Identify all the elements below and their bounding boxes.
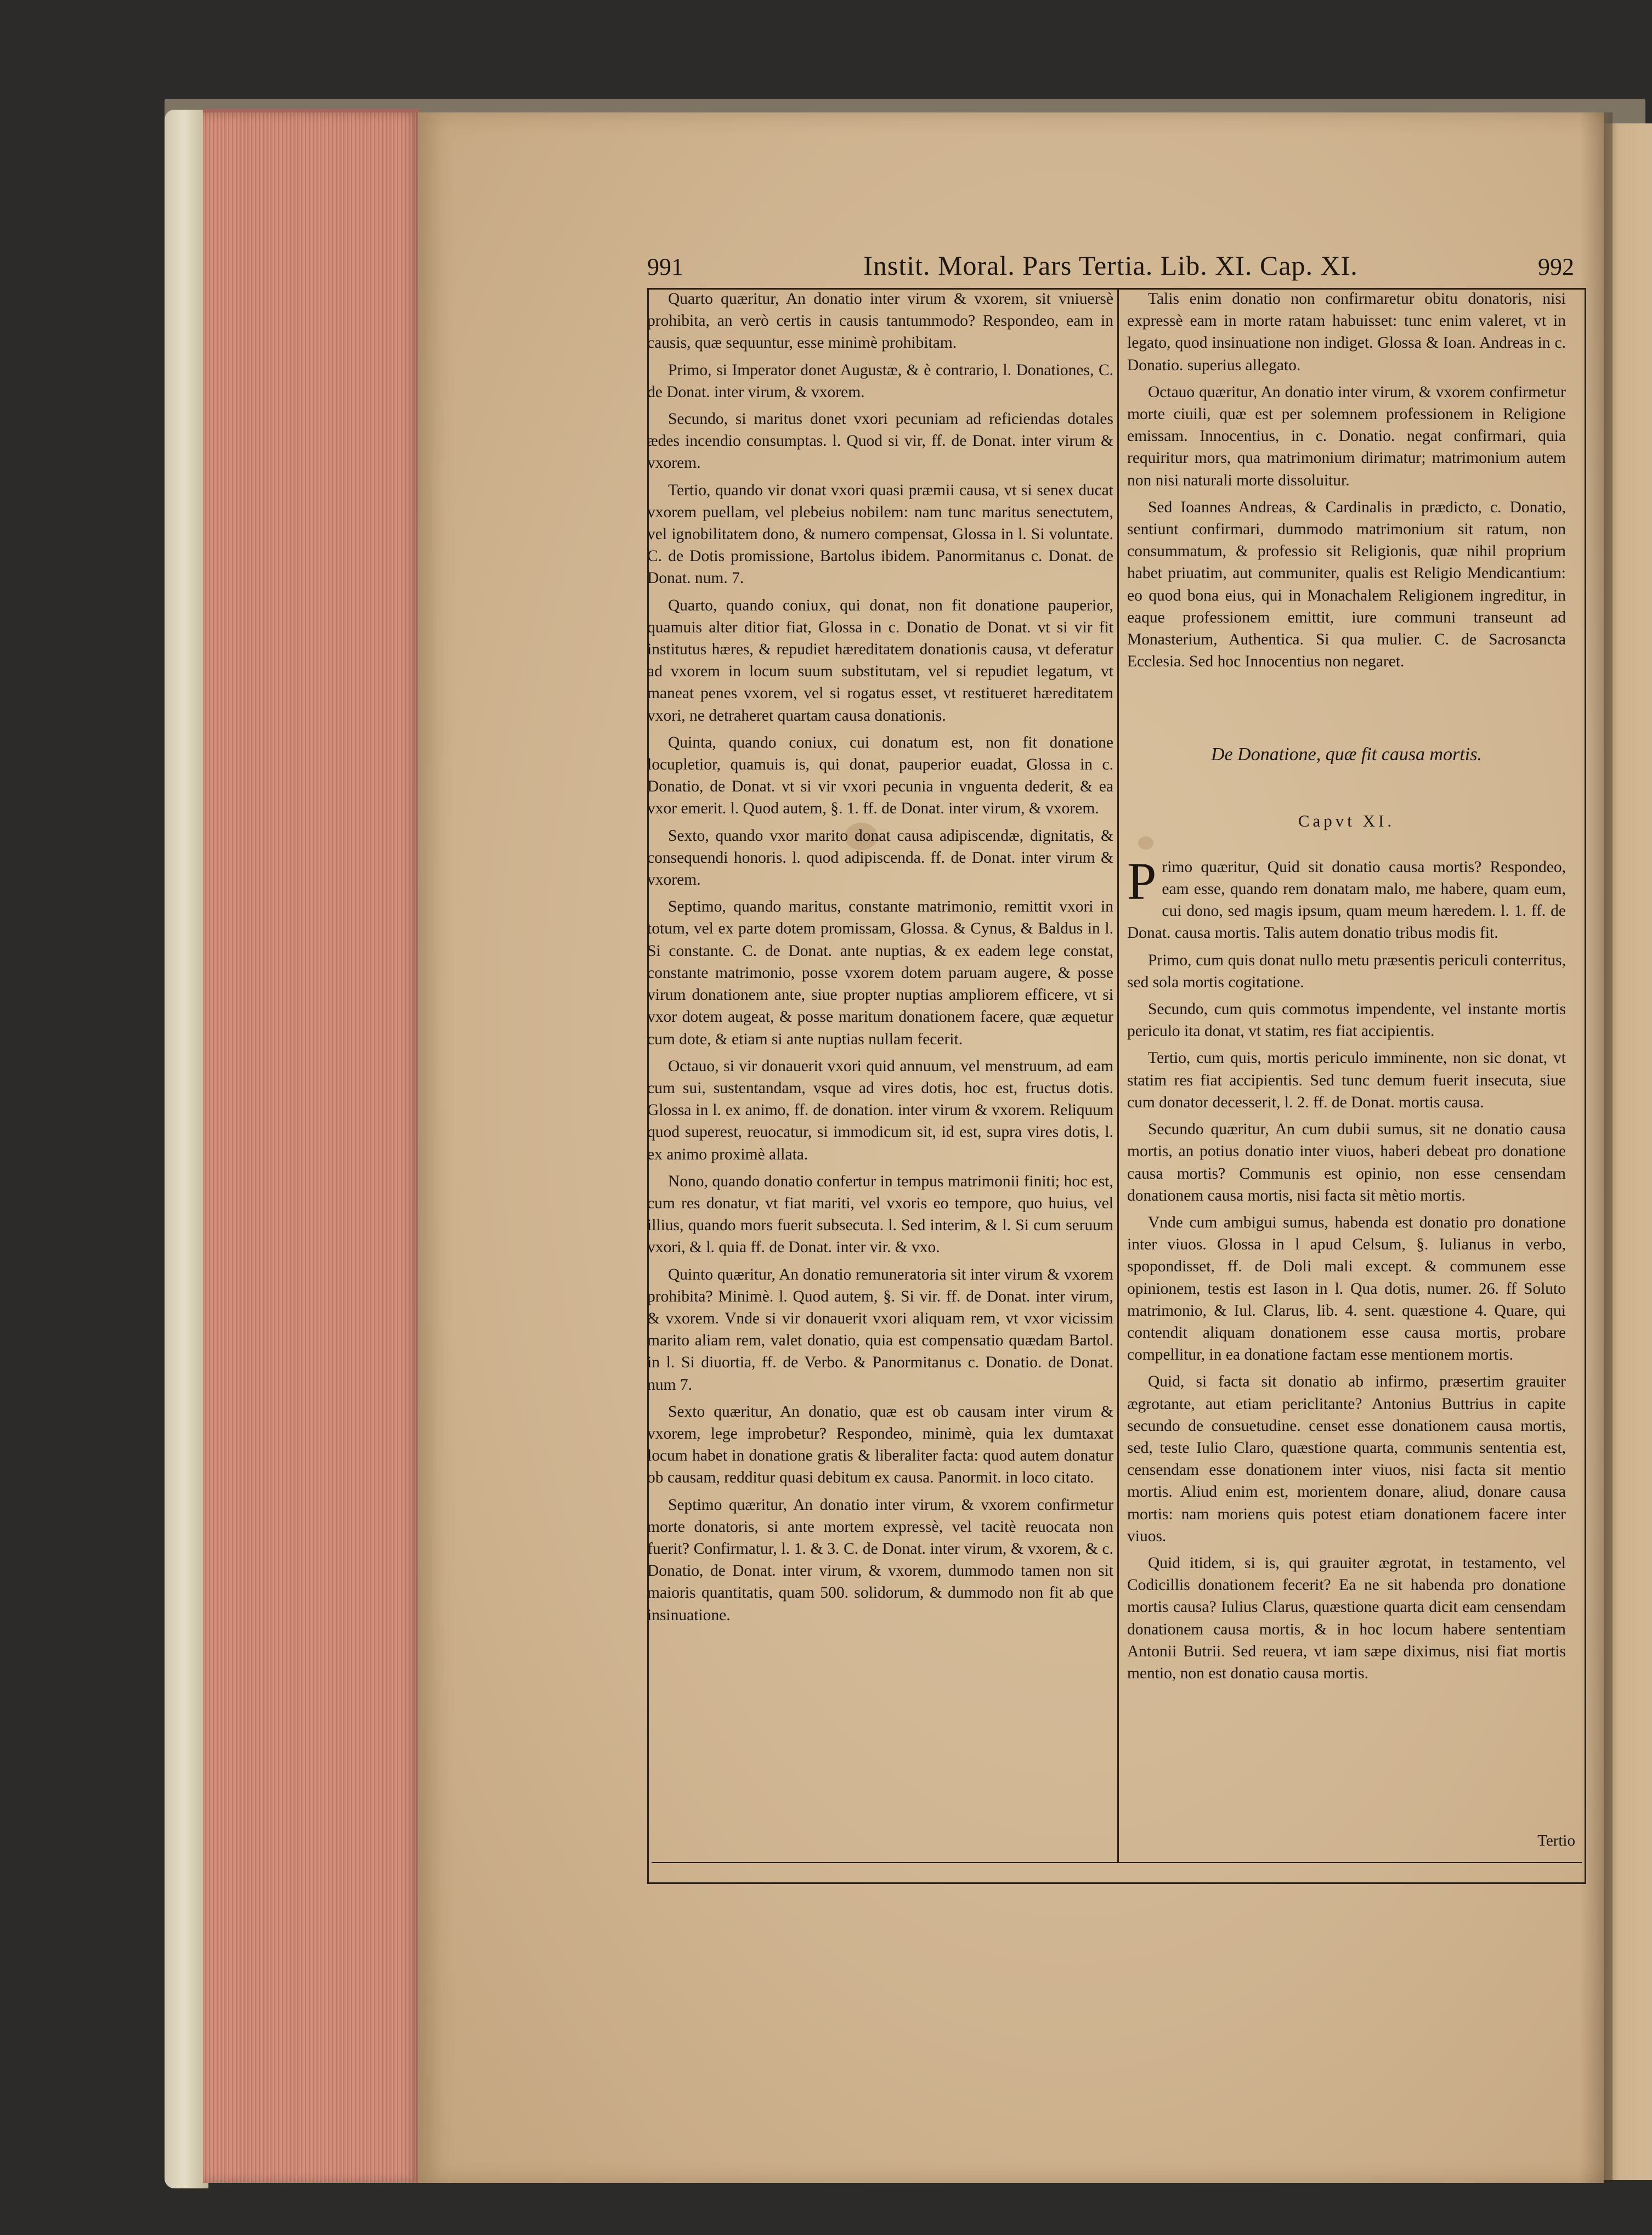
paragraph: Secundo, cum quis commotus impendente, vel instante mortis periculo ita donat, vt statim, res fiat accipientis.: [1127, 1000, 1566, 1040]
catchword: Tertio: [1537, 1832, 1575, 1849]
drop-cap-initial: P: [1127, 851, 1157, 910]
paragraph: Octauo, si vir donauerit vxori quid annuum, vel menstruum, ad eam cum sui, sustentandam, vsque ad vires dotis, hoc est, fructus dotis. Glossa in l. ex animo, ff. de donation. inter virum & vxorem. Reliquum quod superest, reuocatur, si immodicum sit, id est, supra vires dotis, l. ex animo proximè allata.: [647, 1057, 1113, 1163]
paragraph: Talis enim donatio non confirmaretur obitu donatoris, nisi expressè eam in morte ratam habuisset: tunc enim valeret, vt in legato, quod insinuatione non indiget. Glossa & Ioan. Andreas in c. Donatio. superius allegato.: [1127, 290, 1566, 374]
chapter-heading: Capvt XI.: [1298, 811, 1395, 830]
running-head: [647, 250, 1574, 288]
paragraph: Quinto quæritur, An donatio remuneratoria sit inter virum & vxorem prohibita? Minimè. l. Quod autem, §. Si vir. ff. de Donat. inter virum, & vxorem. Vnde si vir donauerit vxori aliquam rem, vt vxor vicissim marito aliam rem, valet donatio, quia est compensatio quædam Bartol. in l. Si diuortia, ff. de Verbo. & Panormitanus c. Donatio. de Donat. num 7.: [647, 1265, 1113, 1394]
paragraph: Sexto, quando vxor marito donat causa adipiscendæ, dignitatis, & consequendi honoris. l. quod adipiscenda. ff. de Donat. inter virum & vxorem.: [647, 827, 1113, 889]
paragraph: Octauo quæritur, An donatio inter virum, & vxorem confirmetur morte ciuili, quæ est per solemnem professionem in Religione emissam. Innocentius, in c. Donatio. negat confirmari, quia requiritur mors, qua matrimonium dirimatur; matrimonium autem non nisi naturali morte dissoluitur.: [1127, 383, 1566, 489]
paragraph: Vnde cum ambigui sumus, habenda est donatio pro donatione inter viuos. Glossa in l apud Celsum, §. Iulianus in verbo, spopondisset, ff. de Doli mali except. & communem esse opinionem, testis est Iason in l. Qua dotis, numer. 26. ff Soluto matrimonio, & Iul. Clarus, lib. 4. sent. quæstione 4. Quare, qui contendit aliquam donationem esse causa mortis, probare compellitur, in ea donatione factam esse mentionem mortis.: [1127, 1213, 1566, 1364]
right-column: [1127, 288, 1566, 1689]
page-number-left: 991: [647, 253, 683, 280]
opening-text: rimo quæritur, Quid sit donatio causa mortis? Respondeo, eam esse, quando rem donatam malo, me habere, quam eum, cui dono, sed magis ipsum, quam meum hæredem. l. 1. ff. de Donat. causa mortis. Talis autem donatio tribus modis fit.: [1127, 858, 1566, 942]
frame-bottom-rule: [652, 1862, 1582, 1863]
column-rule: [1117, 288, 1119, 1862]
left-column: [647, 288, 1113, 1631]
paragraph: Quid, si facta sit donatio ab infirmo, præsertim grauiter ægrotante, aut etiam periclitante? Antonius Buttrius in capite secundo de consuetudine. censet esse donationem causa mortis, sed, teste Iulio Claro, quæstione quarta, communis sententia est, censendam esse donationem inter viuos, nisi facta sit mentio mortis. Aliud enim est, morientem donare, aliud, donare causa mortis: nam moriens quis potest etiam donationem facere inter viuos.: [1127, 1373, 1566, 1545]
paragraph: Septimo quæritur, An donatio inter virum, & vxorem confirmetur morte donatoris, si ante mortem expressè, vel tacitè reuocata non fuerit? Confirmatur, l. 1. & 3. C. de Donat. inter virum, & vxorem, & c. Donatio, de Donat. inter virum, & vxorem, dummodo tamen non sit maioris quantitatis, quam 500. solidorum, & dummodo non fit ab que insinuatione.: [647, 1496, 1113, 1624]
paragraph: Tertio, cum quis, mortis periculo imminente, non sic donat, vt statim res fiat accipientis. Sed tunc demum fuerit insecuta, siue cum donator decesserit, l. 2. ff. de Donat. mortis causa.: [1127, 1049, 1566, 1111]
section-title: De Donatione, quæ fit causa mortis.: [1211, 744, 1482, 765]
page-block-edge: [203, 112, 420, 2183]
paragraph: Septimo, quando maritus, constante matrimonio, remittit vxori in totum, vel ex parte dotem promissam, Glossa. & Cynus, & Baldus in l. Si constante. C. de Donat. ante nuptias, & ex eadem lege constat, constante matrimonio, posse vxorem dotem paruam augere, & posse virum donationem ante, siue propter nuptias ampliorem efficere, vt si vxor dotem augeat, & posse maritum donationem facere, quæ æquetur cum dote, & etiam si ante nuptias nullam fecerit.: [647, 898, 1113, 1048]
running-title: Instit. Moral. Pars Tertia. Lib. XI. Cap. XI.: [863, 250, 1358, 281]
paragraph: Secundo quæritur, An cum dubii sumus, sit ne donatio causa mortis, an potius donatio inter viuos, haberi debeat pro donatione causa mortis? Communis est opinio, non esse censendam donationem causa mortis, nisi facta sit mètio mortis.: [1127, 1121, 1566, 1204]
paragraph: Primo, cum quis donat nullo metu præsentis periculi conterritus, sed sola mortis cogitatione.: [1127, 951, 1566, 991]
paragraph: Quarto, quando coniux, qui donat, non fit donatione pauperior, quamuis alter ditior fiat, Glossa in c. Donatio de Donat. vt si vir fit institutus hæres, & repudiet hæreditatem donationis causa, vt deferatur ad vxorem in locum suum substitutam, vel si repudiet legatum, vt maneat penes vxorem, vel si rogatus esset, vt restitueret hæreditatem vxori, ne detraheret quartam causa donationis.: [647, 596, 1113, 725]
paragraph: Sexto quæritur, An donatio, quæ est ob causam inter virum & vxorem, lege improbetur? Respondeo, minimè, quia lex dumtaxat locum habet in donatione gratis & liberaliter facta: quod autem donatur ob causam, redditur quasi debitum ex causa. Panormit. in loco citato.: [647, 1402, 1113, 1487]
paragraph: Quinta, quando coniux, cui donatum est, non fit donatione locupletior, quamuis is, qui donat, pauperior euadat, Glossa in c. Donatio, de Donat. vt si vir vxori pecunia in vnguenta dederit, & ea vxor emerit. l. Quod autem, §. 1. ff. de Donat. inter virum, & vxorem.: [647, 733, 1113, 818]
page-number-right: 992: [1538, 253, 1574, 280]
paragraph: Nono, quando donatio confertur in tempus matrimonii finiti; hoc est, cum res donatur, vt fiat mariti, vel vxoris eo tempore, quo huius, vel illius, quando mors fuerit subsecuta. l. Sed interim, & l. Si cum seruum vxori, & l. quia ff. de Donat. inter vir. & vxo.: [647, 1172, 1113, 1257]
paragraph: Primo, si Imperator donet Augustæ, & è contrario, l. Donationes, C. de Donat. inter virum, & vxorem.: [647, 361, 1113, 401]
vellum-binding: [165, 110, 208, 2188]
opening-paragraph: [1127, 851, 1566, 944]
paragraph: Quarto quæritur, An donatio inter virum & vxorem, sit vniuersè prohibita, an verò certis in causis tantummodo? Respondeo, eam in causis, quæ sequuntur, esse minimè prohibitam.: [647, 290, 1113, 352]
paragraph: Sed Ioannes Andreas, & Cardinalis in prædicto, c. Donatio, sentiunt confirmari, dummodo matrimonium sit ratum, non consummatum, & professio sit Religionis, quæ nihil proprium habet priuatim, aut communiter, qualis est Religio Mendicantium: eo quod bona eius, qui in Monachalem Religionem ingreditur, in eaque professionem emittit, iure communi transeunt ad Monasterium, Authentica. Si qua mulier. C. de Sacrosancta Ecclesia. Sed hoc Innocentius non negaret.: [1127, 498, 1566, 671]
paragraph: Quid itidem, si is, qui grauiter ægrotat, in testamento, vel Codicillis donationem fecerit? Ea ne sit habenda pro donatione mortis causa? Iulius Clarus, quæstione quarta dicit eam censendam donationem causa mortis, & in hoc locum habere sententiam Antonii Butrii. Sed reuera, vt iam sæpe diximus, nisi fiat mortis mentio, non est donatio causa mortis.: [1127, 1554, 1566, 1682]
paragraph: Tertio, quando vir donat vxori quasi præmii causa, vt si senex ducat vxorem puellam, vel plebeius nobilem: nam tunc maritus senectutem, vel ignobilitatem dono, & numero compensat, Glossa in l. Si voluntate. C. de Dotis promissione, Bartolus ibidem. Panormitanus c. Donat. de Donat. num. 7.: [647, 481, 1113, 587]
paragraph: Secundo, si maritus donet vxori pecuniam ad reficiendas dotales ædes incendio consumptas. l. Quod si vir, ff. de Donat. inter virum & vxorem.: [647, 410, 1113, 472]
